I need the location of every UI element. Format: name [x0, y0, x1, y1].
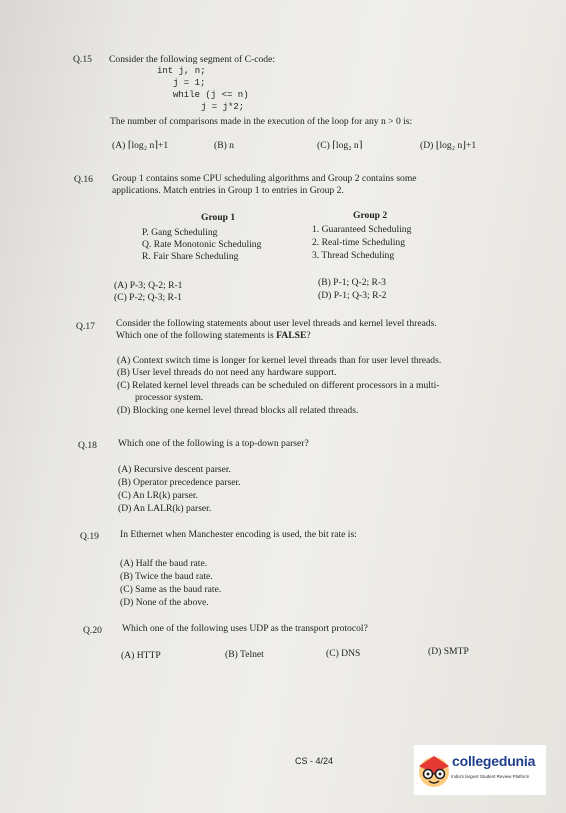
q15-text: Consider the following segment of C-code: [109, 54, 275, 65]
q19-option-c: (C) Same as the baud rate. [120, 584, 222, 595]
q16-option-d: (D) P-1; Q-3; R-2 [318, 290, 387, 301]
q16-option-a: (A) P-3; Q-2; R-1 [114, 280, 183, 291]
q15-code-line-3: while (j <= n) [173, 90, 249, 100]
logo-mascot-icon [416, 750, 452, 790]
q20-text: Which one of the following uses UDP as the transport protocol? [122, 623, 368, 634]
q17-option-c: (C) Related kernel level threads can be scheduled on different processors in a multi- [117, 380, 440, 391]
q15-code-line-1: int j, n; [157, 66, 206, 76]
q15-code-line-2: j = 1; [173, 78, 206, 88]
q16-group2-item-2: 2. Real-time Scheduling [312, 237, 405, 248]
q16-group2-item-3: 3. Thread Scheduling [312, 250, 395, 261]
q16-group1-item-q: Q. Rate Monotonic Scheduling [142, 239, 262, 250]
q16-group1-item-r: R. Fair Share Scheduling [142, 251, 239, 262]
q18-option-b: (B) Operator precedence parser. [118, 477, 241, 488]
q18-option-d: (D) An LALR(k) parser. [118, 503, 212, 514]
q17-option-d: (D) Blocking one kernel level thread blocks all related threads. [117, 405, 359, 416]
q17-text-end: ? [306, 330, 311, 341]
q18-option-c: (C) An LR(k) parser. [118, 490, 198, 501]
q17-text-line-1: Consider the following statements about user level threads and kernel level threads. [116, 318, 437, 329]
q18-option-a: (A) Recursive descent parser. [118, 464, 231, 475]
q19-option-b: (B) Twice the baud rate. [120, 571, 213, 582]
q18-number: Q.18 [78, 440, 97, 451]
q20-option-d: (D) SMTP [428, 646, 469, 657]
page-number: CS - 4/24 [295, 756, 334, 766]
q17-number: Q.17 [76, 321, 95, 332]
q17-text-bold: FALSE [276, 330, 307, 341]
q17-text-plain: Which one of the following statements is [116, 330, 277, 341]
q15-prompt: The number of comparisons made in the execution of the loop for any n > 0 is: [110, 116, 413, 127]
q18-text: Which one of the following is a top-down parser? [118, 438, 309, 449]
q16-option-c: (C) P-2; Q-3; R-1 [114, 292, 182, 303]
q15-option-b: (B) n [214, 140, 234, 151]
q17-option-a: (A) Context switch time is longer for kernel level threads than for user level threads. [117, 355, 442, 366]
q15-code-line-4: j = j*2; [201, 102, 245, 112]
q16-group1-item-p: P. Gang Scheduling [142, 227, 218, 238]
q15-number: Q.15 [73, 54, 92, 65]
q20-option-a: (A) HTTP [121, 650, 161, 661]
q17-text-line-2 [116, 330, 311, 342]
q19-text: In Ethernet when Manchester encoding is used, the bit rate is: [120, 529, 357, 540]
q20-option-c: (C) DNS [326, 648, 361, 659]
q19-option-a: (A) Half the baud rate. [120, 558, 208, 569]
q16-group2-item-1: 1. Guaranteed Scheduling [312, 224, 412, 235]
q15-option-c: (C) ⌈log₂ n⌉ [317, 140, 363, 151]
q16-group1-title: Group 1 [201, 212, 236, 223]
logo-wordmark: collegedunia [452, 753, 536, 769]
q20-number: Q.20 [83, 625, 102, 636]
q15-option-d: (D) ⌊log₂ n⌋+1 [420, 140, 477, 151]
q17-option-c-cont: processor system. [135, 392, 204, 403]
q20-option-b: (B) Telnet [225, 649, 264, 660]
q16-text-line-1: Group 1 contains some CPU scheduling algorithms and Group 2 contains some [112, 173, 417, 184]
logo-tagline: India's largest Student Review Platform [451, 774, 530, 779]
q16-number: Q.16 [74, 174, 93, 185]
q16-text-line-2: applications. Match entries in Group 1 to entries in Group 2. [112, 185, 344, 196]
q19-option-d: (D) None of the above. [120, 597, 209, 608]
q16-group2-title: Group 2 [353, 210, 388, 221]
q17-option-b: (B) User level threads do not need any hardware support. [117, 367, 337, 378]
q19-number: Q.19 [80, 531, 99, 542]
q15-option-a: (A) ⌈log₂ n⌉+1 [112, 140, 169, 151]
q16-option-b: (B) P-1; Q-2; R-3 [318, 277, 386, 288]
